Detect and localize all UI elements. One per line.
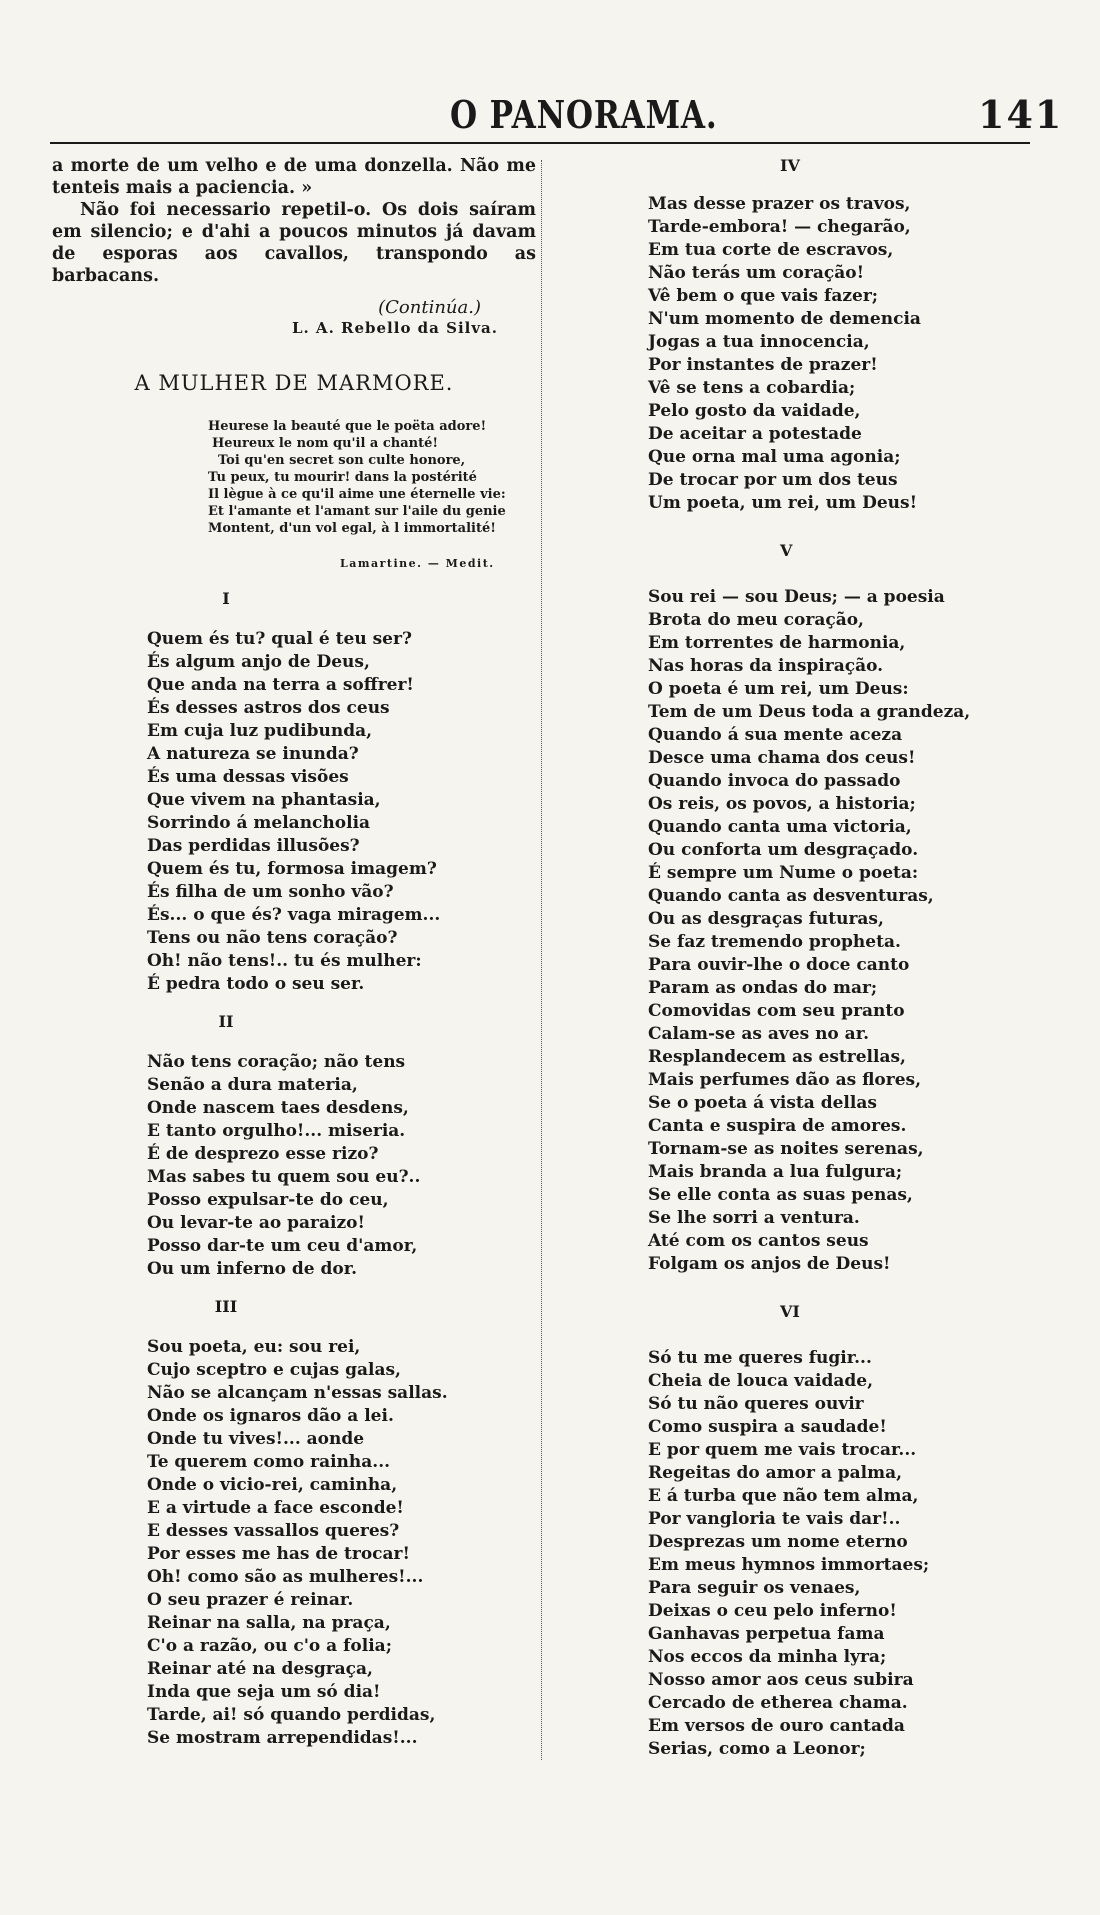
- story-paragraph: Não foi necessario repetil-o. Os dois saíram em silencio; e d'ahi a poucos minutos já davam de esporas aos cavallos, transpondo as barbacans.: [52, 200, 536, 286]
- verse-line: E desses vassallos queres?: [147, 1521, 400, 1541]
- verse-line: Até com os cantos seus: [648, 1231, 869, 1251]
- verse-line: Tarde, ai! só quando perdidas,: [147, 1705, 436, 1725]
- verse-line: Como suspira a saudade!: [648, 1417, 887, 1437]
- verse-line: Brota do meu coração,: [648, 610, 864, 630]
- verse-line: Desce uma chama dos ceus!: [648, 748, 916, 768]
- continued-note: (Continúa.): [378, 297, 481, 318]
- verse-line: Para ouvir-lhe o doce canto: [648, 955, 910, 975]
- verse-line: Se o poeta á vista dellas: [648, 1093, 877, 1113]
- verse-line: E por quem me vais trocar...: [648, 1440, 917, 1460]
- page-number: 141: [978, 92, 1064, 137]
- verse-line: Quando canta as desventuras,: [648, 886, 934, 906]
- story-paragraph: a morte de um velho e de uma donzella. Não me tenteis mais a paciencia. »: [52, 156, 536, 198]
- verse-line: Só tu me queres fugir...: [648, 1348, 872, 1368]
- verse-line: Calam-se as aves no ar.: [648, 1024, 870, 1044]
- verse-line: Das perdidas illusões?: [147, 836, 360, 856]
- verse-line: Onde tu vives!... aonde: [147, 1429, 365, 1449]
- verse-line: Oh! como são as mulheres!...: [147, 1567, 424, 1587]
- verse-line: Resplandecem as estrellas,: [648, 1047, 906, 1067]
- verse-line: Por vangloria te vais dar!..: [648, 1509, 901, 1529]
- verse-line: Desprezas um nome eterno: [648, 1532, 908, 1552]
- verse-line: Quem és tu? qual é teu ser?: [147, 629, 412, 649]
- verse-line: Nosso amor aos ceus subira: [648, 1670, 914, 1690]
- verse-line: Em meus hymnos immortaes;: [648, 1555, 930, 1575]
- verse-line: Reinar na salla, na praça,: [147, 1613, 391, 1633]
- verse-line: Se mostram arrependidas!...: [147, 1728, 418, 1748]
- verse-line: Por instantes de prazer!: [648, 355, 878, 375]
- verse-line: Que anda na terra a soffrer!: [147, 675, 414, 695]
- stanza-numeral: III: [214, 1297, 238, 1316]
- verse-line: Nos eccos da minha lyra;: [648, 1647, 887, 1667]
- verse-line: Sorrindo á melancholia: [147, 813, 371, 833]
- verse-line: Quem és tu, formosa imagem?: [147, 859, 437, 879]
- verse-line: Serias, como a Leonor;: [648, 1739, 866, 1759]
- right-column: [548, 155, 1028, 1762]
- verse-line: Inda que seja um só dia!: [147, 1682, 381, 1702]
- verse-line: És... o que és? vaga miragem...: [147, 905, 441, 925]
- story-ending: [52, 155, 536, 287]
- stanza: [548, 1348, 1028, 1762]
- verse-line: Ou conforta um desgraçado.: [648, 840, 919, 860]
- verse-line: Tarde-embora! — chegarão,: [648, 217, 911, 237]
- epigraph-attribution: Lamartine. — Medit.: [340, 557, 495, 570]
- verse-line: O seu prazer é reinar.: [147, 1590, 354, 1610]
- verse-line: É de desprezo esse rizo?: [147, 1144, 379, 1164]
- verse-line: E á turba que não tem alma,: [648, 1486, 919, 1506]
- verse-line: Só tu não queres ouvir: [648, 1394, 864, 1414]
- verse-line: Se elle conta as suas penas,: [648, 1185, 913, 1205]
- verse-line: Mais perfumes dão as flores,: [648, 1070, 922, 1090]
- verse-line: É pedra todo o seu ser.: [147, 974, 365, 994]
- verse-line: Posso expulsar-te do ceu,: [147, 1190, 389, 1210]
- verse-line: Posso dar-te um ceu d'amor,: [147, 1236, 418, 1256]
- stanza: [52, 629, 536, 997]
- verse-line: Oh! não tens!.. tu és mulher:: [147, 951, 422, 971]
- story-author: L. A. Rebello da Silva.: [291, 319, 498, 337]
- verse-line: És desses astros dos ceus: [147, 698, 390, 718]
- epigraph-line: Montent, d'un vol egal, à l immortalité!: [208, 521, 496, 536]
- verse-line: És algum anjo de Deus,: [147, 652, 370, 672]
- verse-line: E a virtude a face esconde!: [147, 1498, 404, 1518]
- stanza-numeral: I: [222, 589, 230, 608]
- verse-line: Mas desse prazer os travos,: [648, 194, 911, 214]
- verse-line: Tens ou não tens coração?: [147, 928, 398, 948]
- verse-line: Cujo sceptro e cujas galas,: [147, 1360, 401, 1380]
- epigraph-line: Heureux le nom qu'il a chanté!: [212, 436, 439, 451]
- verse-line: Ou as desgraças futuras,: [648, 909, 884, 929]
- verse-line: Quando invoca do passado: [648, 771, 901, 791]
- verse-line: Nas horas da inspiração.: [648, 656, 884, 676]
- epigraph-line: Et l'amante et l'amant sur l'aile du genie: [208, 504, 506, 519]
- verse-line: Param as ondas do mar;: [648, 978, 878, 998]
- verse-line: Te querem como rainha...: [147, 1452, 391, 1472]
- verse-line: És filha de um sonho vão?: [147, 882, 394, 902]
- verse-line: Se faz tremendo propheta.: [648, 932, 901, 952]
- verse-line: Em tua corte de escravos,: [648, 240, 894, 260]
- verse-line: De aceitar a potestade: [648, 424, 862, 444]
- stanza-numeral: IV: [780, 156, 800, 175]
- stanza-numeral: II: [218, 1012, 234, 1031]
- verse-line: Em torrentes de harmonia,: [648, 633, 906, 653]
- verse-line: Jogas a tua innocencia,: [648, 332, 870, 352]
- verse-line: A natureza se inunda?: [147, 744, 359, 764]
- verse-line: Ganhavas perpetua fama: [648, 1624, 885, 1644]
- verse-line: Onde o vicio-rei, caminha,: [147, 1475, 398, 1495]
- verse-line: Mas sabes tu quem sou eu?..: [147, 1167, 421, 1187]
- verse-line: Onde os ignaros dão a lei.: [147, 1406, 394, 1426]
- verse-line: Regeitas do amor a palma,: [648, 1463, 903, 1483]
- stanza: [548, 194, 1028, 516]
- verse-line: És uma dessas visões: [147, 767, 349, 787]
- verse-line: Os reis, os povos, a historia;: [648, 794, 916, 814]
- stanza: [548, 587, 1028, 1277]
- epigraph: [208, 418, 536, 537]
- verse-line: Ou um inferno de dor.: [147, 1259, 358, 1279]
- stanza-numeral: VI: [780, 1302, 800, 1321]
- verse-line: Folgam os anjos de Deus!: [648, 1254, 891, 1274]
- verse-line: Que vivem na phantasia,: [147, 790, 381, 810]
- verse-line: Quando canta uma victoria,: [648, 817, 912, 837]
- verse-line: Comovidas com seu pranto: [648, 1001, 905, 1021]
- verse-line: De trocar por um dos teus: [648, 470, 898, 490]
- verse-line: Deixas o ceu pelo inferno!: [648, 1601, 897, 1621]
- verse-line: Por esses me has de trocar!: [147, 1544, 410, 1564]
- verse-line: Vê bem o que vais fazer;: [648, 286, 879, 306]
- verse-line: Não tens coração; não tens: [147, 1052, 406, 1072]
- verse-line: N'um momento de demencia: [648, 309, 921, 329]
- verse-line: O poeta é um rei, um Deus:: [648, 679, 909, 699]
- verse-line: Que orna mal uma agonia;: [648, 447, 901, 467]
- verse-line: Ou levar-te ao paraizo!: [147, 1213, 365, 1233]
- stanza: [52, 1052, 536, 1282]
- verse-line: Cheia de louca vaidade,: [648, 1371, 874, 1391]
- left-column: [52, 155, 536, 1751]
- journal-title: O PANORAMA.: [450, 92, 718, 137]
- verse-line: Sou rei — sou Deus; — a poesia: [648, 587, 945, 607]
- verse-line: Tem de um Deus toda a grandeza,: [648, 702, 971, 722]
- verse-line: É sempre um Nume o poeta:: [648, 863, 919, 883]
- verse-line: Tornam-se as noites serenas,: [648, 1139, 924, 1159]
- verse-line: Em cuja luz pudibunda,: [147, 721, 373, 741]
- verse-line: Se lhe sorri a ventura.: [648, 1208, 860, 1228]
- verse-line: Sou poeta, eu: sou rei,: [147, 1337, 361, 1357]
- verse-line: E tanto orgulho!... miseria.: [147, 1121, 406, 1141]
- verse-line: Vê se tens a cobardia;: [648, 378, 856, 398]
- epigraph-line: Heurese la beauté que le poëta adore!: [208, 419, 487, 434]
- verse-line: Senão a dura materia,: [147, 1075, 358, 1095]
- verse-line: Um poeta, um rei, um Deus!: [648, 493, 918, 513]
- verse-line: Não se alcançam n'essas sallas.: [147, 1383, 448, 1403]
- verse-line: C'o a razão, ou c'o a folia;: [147, 1636, 392, 1656]
- verse-line: Não terás um coração!: [648, 263, 865, 283]
- verse-line: Pelo gosto da vaidade,: [648, 401, 861, 421]
- epigraph-line: Toi qu'en secret son culte honore,: [218, 453, 466, 468]
- verse-line: Para seguir os venaes,: [648, 1578, 861, 1598]
- verse-line: Em versos de ouro cantada: [648, 1716, 905, 1736]
- verse-line: Reinar até na desgraça,: [147, 1659, 373, 1679]
- verse-line: Quando á sua mente aceza: [648, 725, 903, 745]
- verse-line: Cercado de etherea chama.: [648, 1693, 908, 1713]
- masthead: [0, 92, 1100, 140]
- column-divider: [541, 160, 542, 1760]
- verse-line: Mais branda a lua fulgura;: [648, 1162, 903, 1182]
- stanza: [52, 1337, 536, 1751]
- header-rule: [50, 142, 1030, 144]
- stanza-numeral: V: [780, 541, 793, 560]
- poem-title: A MULHER DE MARMORE.: [134, 371, 454, 395]
- verse-line: Onde nascem taes desdens,: [147, 1098, 409, 1118]
- epigraph-line: Tu peux, tu mourir! dans la postérité: [208, 470, 477, 485]
- verse-line: Canta e suspira de amores.: [648, 1116, 907, 1136]
- epigraph-line: Il lègue à ce qu'il aime une éternelle vie:: [208, 487, 506, 502]
